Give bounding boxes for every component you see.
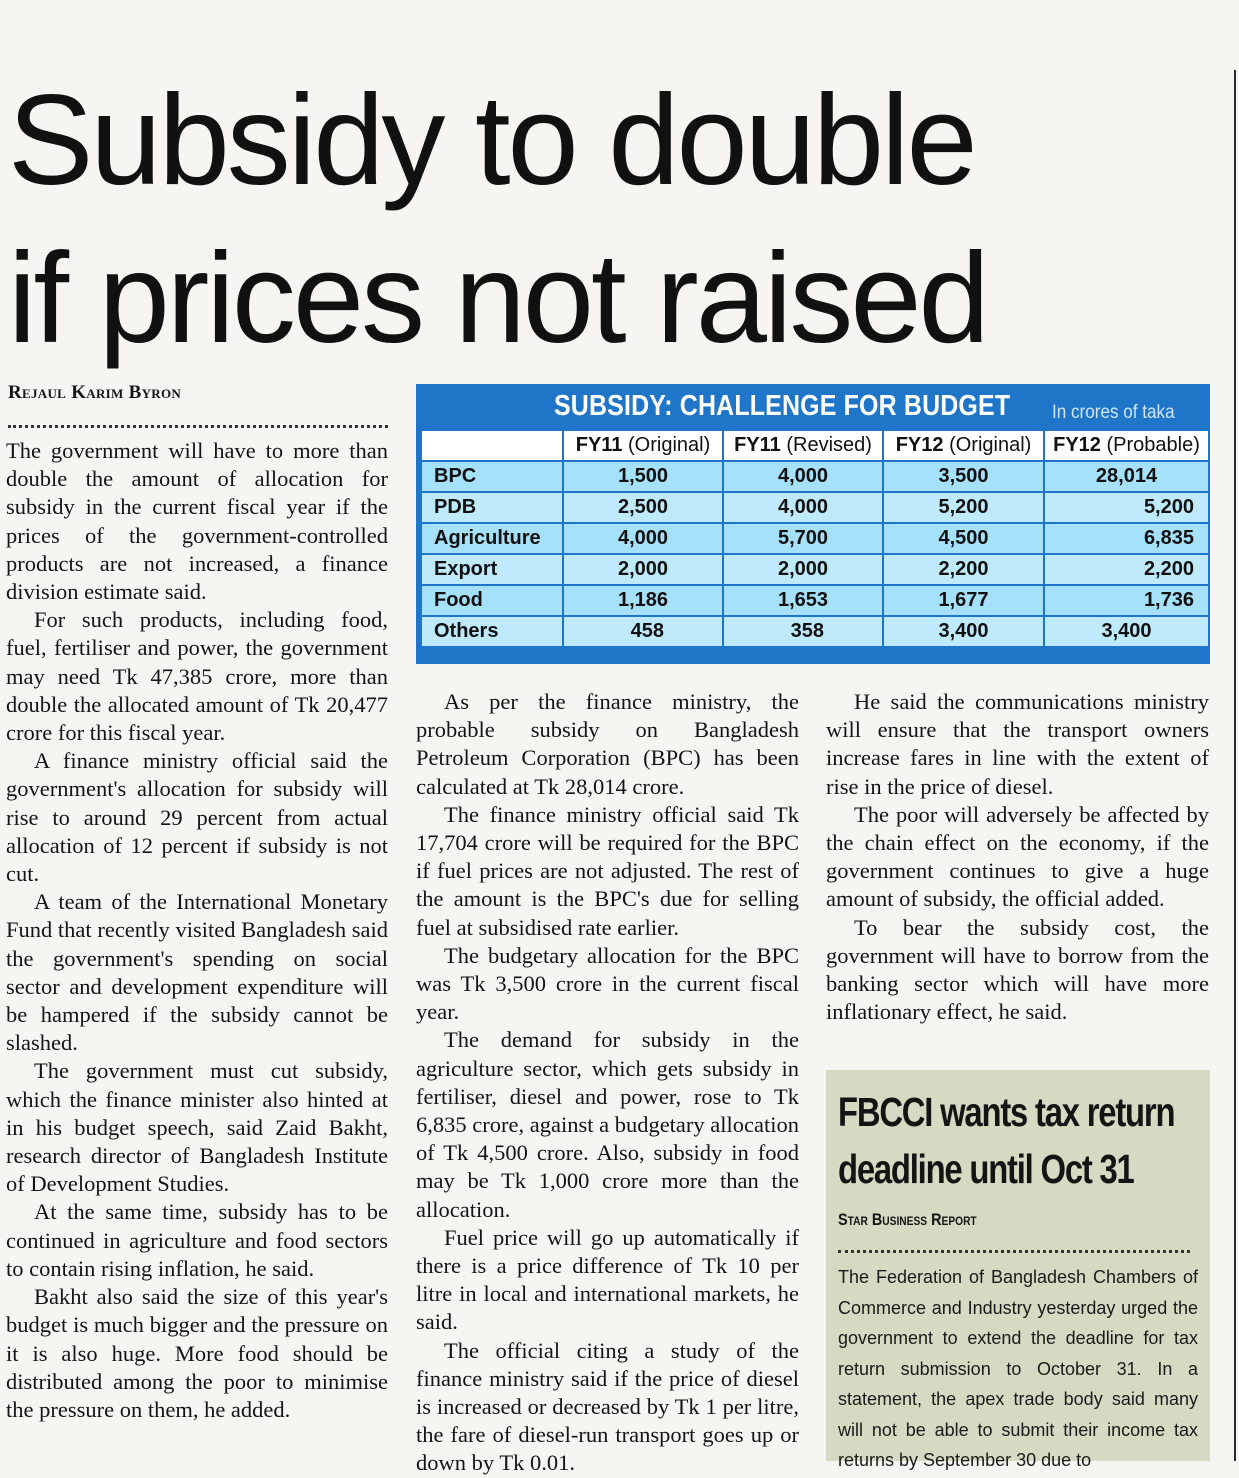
headline-line-2: if prices not raised [8,227,987,370]
table-cell: 2,500 [563,492,723,523]
paragraph: Fuel price will go up automatically if there is a price difference of Tk 10 per litre in local and international markets, he said. [416,1224,799,1335]
sidebar-byline: Star Business Report [838,1210,977,1229]
row-label: Agriculture [421,523,563,554]
table-cell: 2,000 [563,554,723,585]
paragraph: The poor will adversely be affected by the chain effect on the economy, if the government continues to give a huge amount of subsidy, the official added. [826,801,1209,912]
sidebar-divider [838,1250,1190,1253]
table-row [421,554,1209,585]
paragraph: The government will have to more than double the amount of allocation for subsidy in the current fiscal year if the prices of the government-controlled products are not increased, a finance division estimate said. [6,438,388,605]
paragraph: To bear the subsidy cost, the government will have to borrow from the banking sector which will have more inflationary effect, he said. [826,914,1209,1025]
byline-divider [8,425,388,428]
table-cell: 6,835 [1044,523,1209,554]
paragraph: At the same time, subsidy has to be continued in agriculture and food sectors to contain rising inflation, he said. [6,1199,388,1281]
table-cell: 3,400 [883,616,1044,647]
paragraph: Bakht also said the size of this year's budget is much bigger and the pressure on it is also huge. More food should be distributed among the poor to minimise the pressure on them, he added. [6,1284,388,1422]
table-cell: 5,200 [883,492,1044,523]
byline: Rejaul Karim Byron [8,382,182,403]
headline-line-1: Subsidy to double [8,69,975,212]
article-column-2 [416,688,799,1478]
paragraph: A team of the International Monetary Fund that recently visited Bangladesh said the government's spending on social sector and development expenditure will be hampered if the subsidy cannot be slashed. [6,889,388,1056]
paragraph: The finance ministry official said Tk 17,704 crore will be required for the BPC if fuel prices are not adjusted. The rest of the amount is the BPC's due for selling fuel at subsidised rate earlier. [416,801,799,940]
table-row [421,616,1209,647]
table-title-bar [416,384,1210,430]
paragraph: A finance ministry official said the government's allocation for subsidy will rise to around 29 percent from actual allocation of 12 percent if subsidy is not cut. [6,748,388,887]
sidebar-text: The Federation of Bangladesh Chambers of Commerce and Industry yesterday urged the government to extend the deadline for tax return submission to October 31. In a statement, the apex trade body said many will not be able to submit their income tax returns by September 30 due to [838,1267,1198,1470]
table-cell: 2,200 [883,554,1044,585]
table-row [421,492,1209,523]
table-cell: 4,000 [723,461,883,492]
paragraph: The demand for subsidy in the agriculture sector, which gets subsidy in fertiliser, diesel and power, rose to Tk 6,835 crore, against a budgetary allocation of Tk 4,500 crore. Also, subsidy in food may be Tk 1,000 crore more than the allocation. [416,1027,799,1222]
paragraph: The budgetary allocation for the BPC was Tk 3,500 crore in the current fiscal year. [416,942,799,1025]
table-cell: 5,200 [1044,492,1209,523]
subsidy-table [420,429,1210,648]
row-label: Others [421,616,563,647]
table-cell: 358 [723,616,883,647]
table-row [421,585,1209,616]
row-label: Export [421,554,563,585]
paragraph: He said the communications ministry will ensure that the transport owners increase fares in line with the extent of rise in the price of diesel. [826,689,1209,799]
row-label: PDB [421,492,563,523]
page-edge-line [1234,70,1236,1461]
column-header: FY12 (Probable) [1044,430,1209,461]
table-cell: 4,500 [883,523,1044,554]
sidebar-headline [838,1084,1174,1198]
article-column-3 [826,688,1209,1026]
row-label: Food [421,585,563,616]
table-row [421,523,1209,554]
sidebar-headline-line-1: FBCCI wants tax return [838,1089,1175,1135]
table-cell: 1,677 [883,585,1044,616]
table-cell: 28,014 [1044,461,1209,492]
column-header: FY12 (Original) [883,430,1044,461]
table-header-row [421,430,1209,461]
paragraph: The government must cut subsidy, which the finance minister also hinted at in his budget speech, said Zaid Bakht, research director of Bangladesh Institute of Development Studies. [6,1058,388,1197]
paragraph: As per the finance ministry, the probable subsidy on Bangladesh Petroleum Corporation (BPC) has been calculated at Tk 28,014 crore. [416,689,799,799]
table-cell: 3,500 [883,461,1044,492]
table-title: SUBSIDY: CHALLENGE FOR BUDGET [554,390,1011,422]
table-cell: 4,000 [723,492,883,523]
table-cell: 5,700 [723,523,883,554]
table-cell: 1,500 [563,461,723,492]
paragraph: For such products, including food, fuel, fertiliser and power, the government may need Tk 47,385 crore, more than double the allocated amount of Tk 20,477 crore for this fiscal year. [6,607,388,746]
paragraph: The official citing a study of the finance ministry said if the price of diesel is increased or decreased by Tk 1 per litre, the fare of diesel-run transport goes up or down by Tk 0.01. [416,1337,799,1476]
header-blank [421,430,563,461]
table-cell: 3,400 [1044,616,1209,647]
subsidy-table-panel [416,384,1210,664]
column-header: FY11 (Original) [563,430,723,461]
table-cell: 2,000 [723,554,883,585]
table-unit: In crores of taka [1052,402,1175,423]
table-cell: 2,200 [1044,554,1209,585]
table-cell: 1,653 [723,585,883,616]
sidebar-story [826,1070,1210,1470]
table-cell: 4,000 [563,523,723,554]
table-row [421,461,1209,492]
headline [8,62,987,378]
table-cell: 1,186 [563,585,723,616]
row-label: BPC [421,461,563,492]
article-column-1 [6,437,388,1424]
column-header: FY11 (Revised) [723,430,883,461]
table-cell: 1,736 [1044,585,1209,616]
table-cell: 458 [563,616,723,647]
sidebar-headline-line-2: deadline until Oct 31 [838,1146,1134,1192]
